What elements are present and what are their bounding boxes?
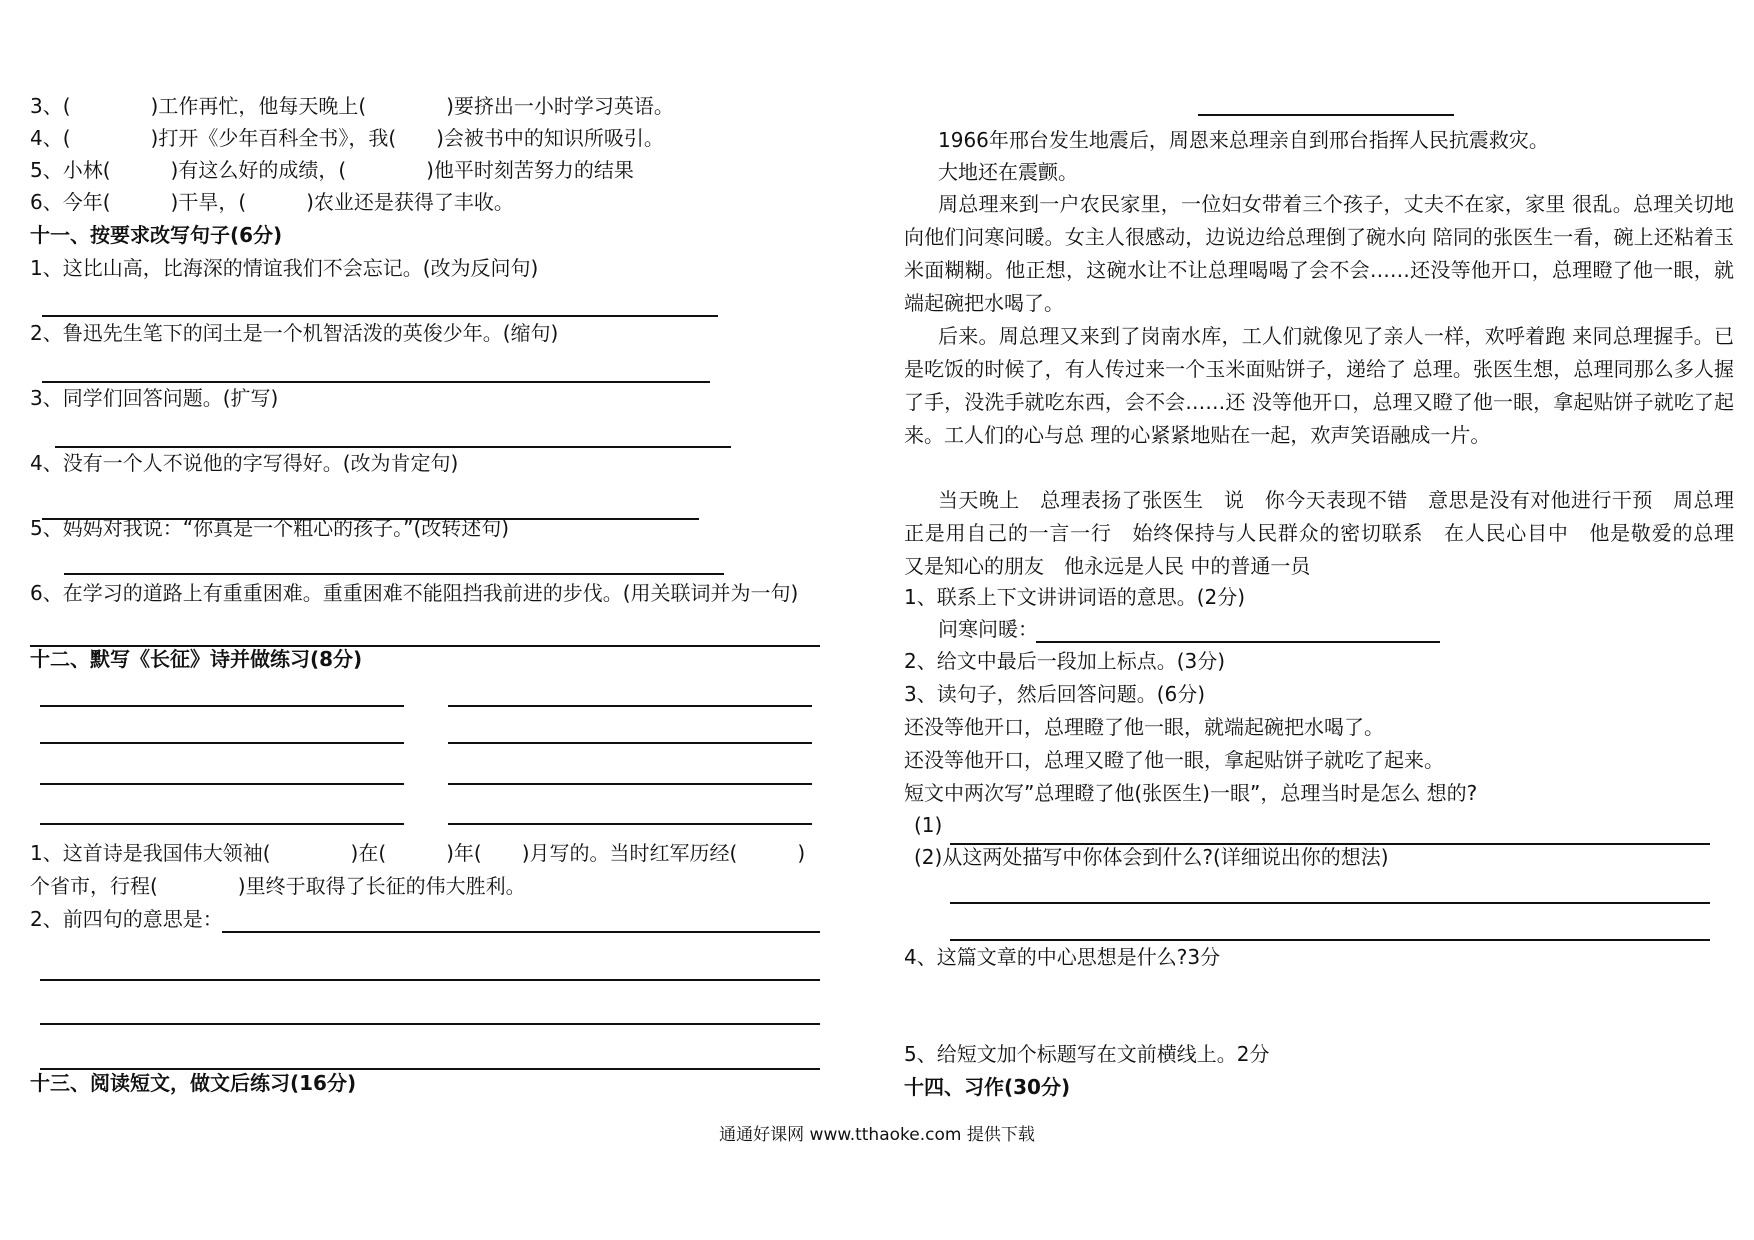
sec12-q1-line2: 个省市，行程( )里终于取得了长征的伟大胜利。 <box>30 874 526 898</box>
answer-line <box>42 381 710 383</box>
answer-line <box>64 573 724 575</box>
poem-line <box>40 742 404 744</box>
passage-para-1: 1966年邢台发生地震后，周恩来总理亲自到邢台指挥人民抗震救灾。 <box>938 128 1549 152</box>
sec11-item-6: 6、在学习的道路上有重重困难。重重困难不能阻挡我前进的步伐。(用关联词并为一句) <box>30 581 799 605</box>
q10-line-3: 3、( )工作再忙，他每天晚上( )要挤出一小时学习英语。 <box>30 94 674 118</box>
sec12-q2: 2、前四句的意思是： <box>30 907 223 931</box>
reading-q3-sentence-2: 还没等他开口，总理又瞪了他一眼，拿起贴饼子就吃了起来。 <box>904 748 1444 772</box>
title-blank-line <box>1198 114 1454 116</box>
page-footer: 通通好课网 www.tthaoke.com 提供下载 <box>719 1125 1035 1145</box>
sec11-item-3: 3、同学们回答问题。(扩写) <box>30 386 279 410</box>
section-12-title: 十二、默写《长征》诗并做练习(8分) <box>30 647 363 671</box>
q10-line-5: 5、小林( )有这么好的成绩，( )他平时刻苦努力的结果 <box>30 158 634 182</box>
reading-q2: 2、给文中最后一段加上标点。(3分) <box>904 649 1226 673</box>
reading-q4: 4、这篇文章的中心思想是什么?3分 <box>904 945 1221 969</box>
section-13-title: 十三、阅读短文，做文后练习(16分) <box>30 1071 357 1095</box>
q10-line-6: 6、今年( )干旱，( )农业还是获得了丰收。 <box>30 190 514 214</box>
sec11-item-5: 5、妈妈对我说：“你真是一个粗心的孩子。”(改转述句) <box>30 516 510 540</box>
answer-line <box>40 1023 820 1025</box>
passage-para-2: 大地还在震颤。 <box>938 160 1078 184</box>
reading-q3-sentence-1: 还没等他开口，总理瞪了他一眼，就端起碗把水喝了。 <box>904 715 1384 739</box>
answer-line <box>950 939 1710 941</box>
answer-line <box>40 1068 820 1070</box>
answer-line <box>42 315 718 317</box>
reading-q3: 3、读句子，然后回答问题。(6分) <box>904 682 1206 706</box>
sec11-item-1: 1、这比山高，比海深的情谊我们不会忘记。(改为反问句) <box>30 256 539 280</box>
reading-q1-word: 问寒问暖： <box>938 617 1038 641</box>
reading-q5: 5、给短文加个标题写在文前横线上。2分 <box>904 1042 1270 1066</box>
poem-line <box>40 783 404 785</box>
poem-line <box>448 705 812 707</box>
passage-para-5: 当天晚上 总理表扬了张医生 说 你今天表现不错 意思是没有对他进行干预 周总理正是用自己的一言一行 始终保持与人民群众的密切联系 在人民心目中 他是敬爱的总理 又是知心的朋友 他永远是人民 中的普通一员 <box>904 488 1754 578</box>
reading-q3-sub-2: (2)从这两处描写中你体会到什么?(详细说出你的想法) <box>914 845 1389 869</box>
reading-q3-sub-1: (1) <box>914 813 943 837</box>
poem-line <box>448 783 812 785</box>
q10-line-4: 4、( )打开《少年百科全书》，我( )会被书中的知识所吸引。 <box>30 126 664 150</box>
answer-line <box>950 902 1710 904</box>
reading-q3-question: 短文中两次写”总理瞪了他(张医生)一眼”，总理当时是怎么 想的? <box>904 781 1478 805</box>
passage-para-3: 周总理来到一户农民家里，一位妇女带着三个孩子，丈夫不在家，家里 很乱。总理关切地向他们问寒问暖。女主人很感动，边说边给总理倒了碗水向 陪同的张医生一看，碗上还粘着玉米面糊糊。他正想，这碗水让不让总理喝喝了会不会……还没等他开口，总理瞪了他一眼，就端起碗把水喝了。 <box>904 192 1734 315</box>
poem-line <box>448 823 812 825</box>
answer-line <box>1036 641 1440 643</box>
poem-line <box>40 705 404 707</box>
section-14-title: 十四、习作(30分) <box>904 1075 1071 1099</box>
answer-line <box>55 446 731 448</box>
poem-line <box>40 823 404 825</box>
poem-line <box>448 742 812 744</box>
sec11-item-4: 4、没有一个人不说他的字写得好。(改为肯定句) <box>30 451 459 475</box>
sec11-item-2: 2、鲁迅先生笔下的闰土是一个机智活泼的英俊少年。(缩句) <box>30 321 559 345</box>
passage-para-4: 后来。周总理又来到了岗南水库，工人们就像见了亲人一样，欢呼着跑 来同总理握手。已是吃饭的时候了，有人传过来一个玉米面贴饼子，递给了 总理。张医生想，总理同那么多人握了手，没洗手就吃东西，会不会……还 没等他开口，总理又瞪了他一眼，拿起贴饼子就吃了起来。工人们的心与总 理的心紧紧地贴在一起，欢声笑语融成一片。 <box>904 324 1734 447</box>
answer-line <box>222 931 820 933</box>
section-11-title: 十一、按要求改写句子(6分) <box>30 223 283 247</box>
sec12-q1-line1: 1、这首诗是我国伟大领袖( )在( )年( )月写的。当时红军历经( ) <box>30 841 806 865</box>
answer-line <box>40 979 820 981</box>
reading-q1: 1、联系上下文讲讲词语的意思。(2分) <box>904 585 1246 609</box>
